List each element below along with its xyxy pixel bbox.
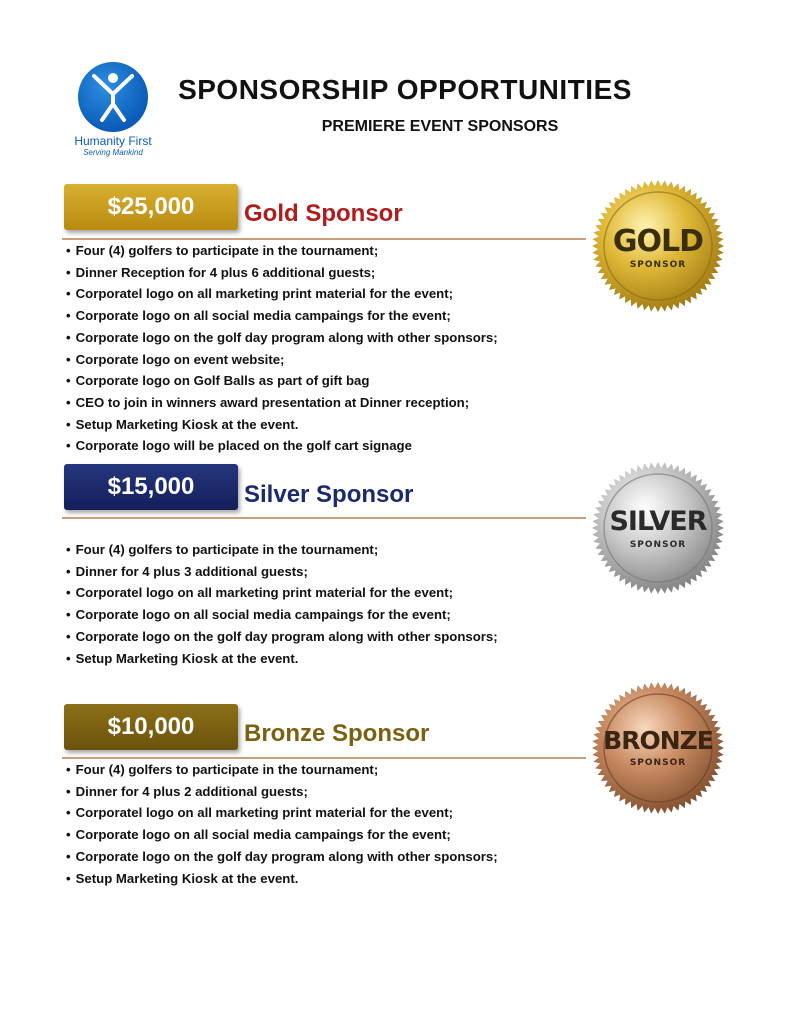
list-item: • Corporate logo on all social media campaings for the event; <box>66 305 498 327</box>
silver-seal <box>590 460 726 596</box>
bronze-seal-word: BRONZE <box>603 726 713 755</box>
list-item: • Setup Marketing Kiosk at the event. <box>66 868 498 890</box>
list-item: • Corporate logo on all social media campaings for the event; <box>66 824 498 846</box>
list-item: • Dinner for 4 plus 2 additional guests; <box>66 781 498 803</box>
person-figure-icon <box>78 62 148 132</box>
gold-tier-name: Gold Sponsor <box>244 200 403 227</box>
list-item: • Corporate logo on the golf day program along with other sponsors; <box>66 626 498 648</box>
list-item: • Four (4) golfers to participate in the tournament; <box>66 240 498 262</box>
silver-divider <box>62 517 586 519</box>
list-item: • CEO to join in winners award presentation at Dinner reception; <box>66 392 498 414</box>
silver-tier-name: Silver Sponsor <box>244 481 414 508</box>
list-item: • Corporate logo on the golf day program along with other sponsors; <box>66 846 498 868</box>
bronze-benefits-list <box>66 759 498 889</box>
list-item: • Dinner Reception for 4 plus 6 additional guests; <box>66 262 498 284</box>
gold-seal-sub: SPONSOR <box>629 260 687 270</box>
list-item: • Four (4) golfers to participate in the tournament; <box>66 539 498 561</box>
logo-name: Humanity First <box>74 134 152 148</box>
list-item: • Corporatel logo on all marketing print material for the event; <box>66 283 498 305</box>
gold-price-badge: $25,000 <box>64 184 238 230</box>
list-item: • Corporatel logo on all marketing print material for the event; <box>66 582 498 604</box>
silver-price-badge: $15,000 <box>64 464 238 510</box>
logo-tagline: Serving Mankind <box>83 148 143 157</box>
page-subtitle: PREMIERE EVENT SPONSORS <box>321 118 559 135</box>
list-item: • Corporate logo on Golf Balls as part of gift bag <box>66 370 498 392</box>
silver-seal-sub: SPONSOR <box>629 540 687 550</box>
page-title: SPONSORSHIP OPPORTUNITIES <box>178 74 632 105</box>
gold-benefits-list <box>66 240 498 457</box>
silver-seal-word: SILVER <box>609 506 707 537</box>
bronze-seal <box>590 680 726 816</box>
bronze-price-badge: $10,000 <box>64 704 238 750</box>
list-item: • Corporate logo will be placed on the golf cart signage <box>66 435 498 457</box>
list-item: • Four (4) golfers to participate in the tournament; <box>66 759 498 781</box>
list-item: • Setup Marketing Kiosk at the event. <box>66 414 498 436</box>
list-item: • Corporatel logo on all marketing print material for the event; <box>66 802 498 824</box>
list-item: • Setup Marketing Kiosk at the event. <box>66 648 498 670</box>
bronze-seal-sub: SPONSOR <box>629 758 687 768</box>
list-item: • Corporate logo on event website; <box>66 349 498 371</box>
bronze-tier-name: Bronze Sponsor <box>244 720 430 747</box>
list-item: • Dinner for 4 plus 3 additional guests; <box>66 561 498 583</box>
humanity-first-logo <box>58 62 168 157</box>
gold-seal-word: GOLD <box>612 224 704 259</box>
gold-seal <box>590 178 726 314</box>
list-item: • Corporate logo on the golf day program along with other sponsors; <box>66 327 498 349</box>
list-item: • Corporate logo on all social media campaings for the event; <box>66 604 498 626</box>
silver-benefits-list <box>66 539 498 669</box>
